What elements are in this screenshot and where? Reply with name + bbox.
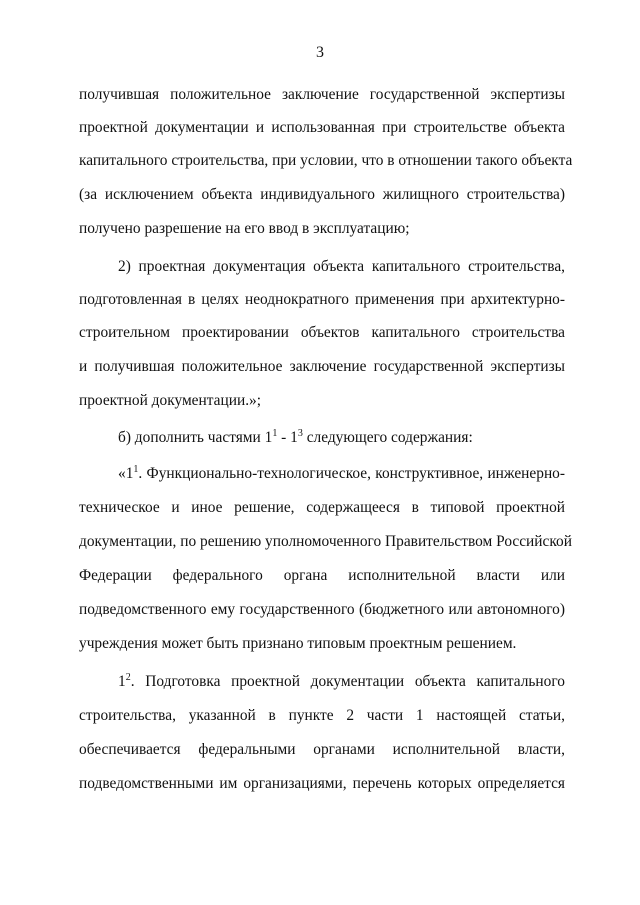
- text-line: [118, 672, 565, 692]
- text-line: проектной документации.»;: [79, 392, 262, 409]
- superscript: 1: [133, 464, 139, 475]
- text-segment: . Подготовка проектной документации объекта капитального: [130, 673, 565, 690]
- text-line: обеспечивается федеральными органами исполнительной власти,: [79, 741, 565, 758]
- text-line: проектной документации и использованная при строительстве объекта: [79, 119, 565, 136]
- text-segment: . Функционально-технологическое, конструктивное, инженерно-: [138, 465, 565, 482]
- text-line: получено разрешение на его ввод в эксплуатацию;: [79, 220, 410, 237]
- text-segment: «1: [118, 465, 134, 482]
- text-segment: - 1: [277, 429, 298, 446]
- page-number: 3: [316, 44, 324, 61]
- text-segment: следующего содержания:: [302, 429, 473, 446]
- text-line: подведомственными им организациями, перечень которых определяется: [79, 775, 565, 792]
- text-line: строительства, указанной в пункте 2 части 1 настоящей статьи,: [79, 707, 565, 724]
- text-line: учреждения может быть признано типовым проектным решением.: [79, 635, 517, 652]
- text-line: строительном проектировании объектов капитального строительства: [79, 324, 565, 341]
- text-line: получившая положительное заключение государственной экспертизы: [79, 86, 565, 103]
- text-line: и получившая положительное заключение государственной экспертизы: [79, 358, 565, 375]
- text-segment: 1: [118, 673, 126, 690]
- text-line: Федерации федерального органа исполнительной власти или: [79, 567, 565, 584]
- text-line: документации, по решению уполномоченного Правительством Российской: [79, 533, 572, 550]
- text-line: подведомственного ему государственного (бюджетного или автономного): [79, 601, 565, 618]
- text-line: техническое и иное решение, содержащееся в типовой проектной: [79, 499, 565, 516]
- text-line: подготовленная в целях неоднократного применения при архитектурно-: [79, 291, 565, 308]
- superscript: 1: [272, 428, 278, 439]
- text-line: капитального строительства, при условии, что в отношении такого объекта: [79, 152, 573, 169]
- text-line: (за исключением объекта индивидуального жилищного строительства): [79, 186, 565, 203]
- superscript: 2: [125, 672, 131, 683]
- superscript: 3: [297, 428, 303, 439]
- text-line: [118, 464, 565, 484]
- text-line: 2) проектная документация объекта капитального строительства,: [118, 258, 565, 275]
- text-segment: б) дополнить частями 1: [118, 429, 273, 446]
- text-line: [118, 428, 565, 448]
